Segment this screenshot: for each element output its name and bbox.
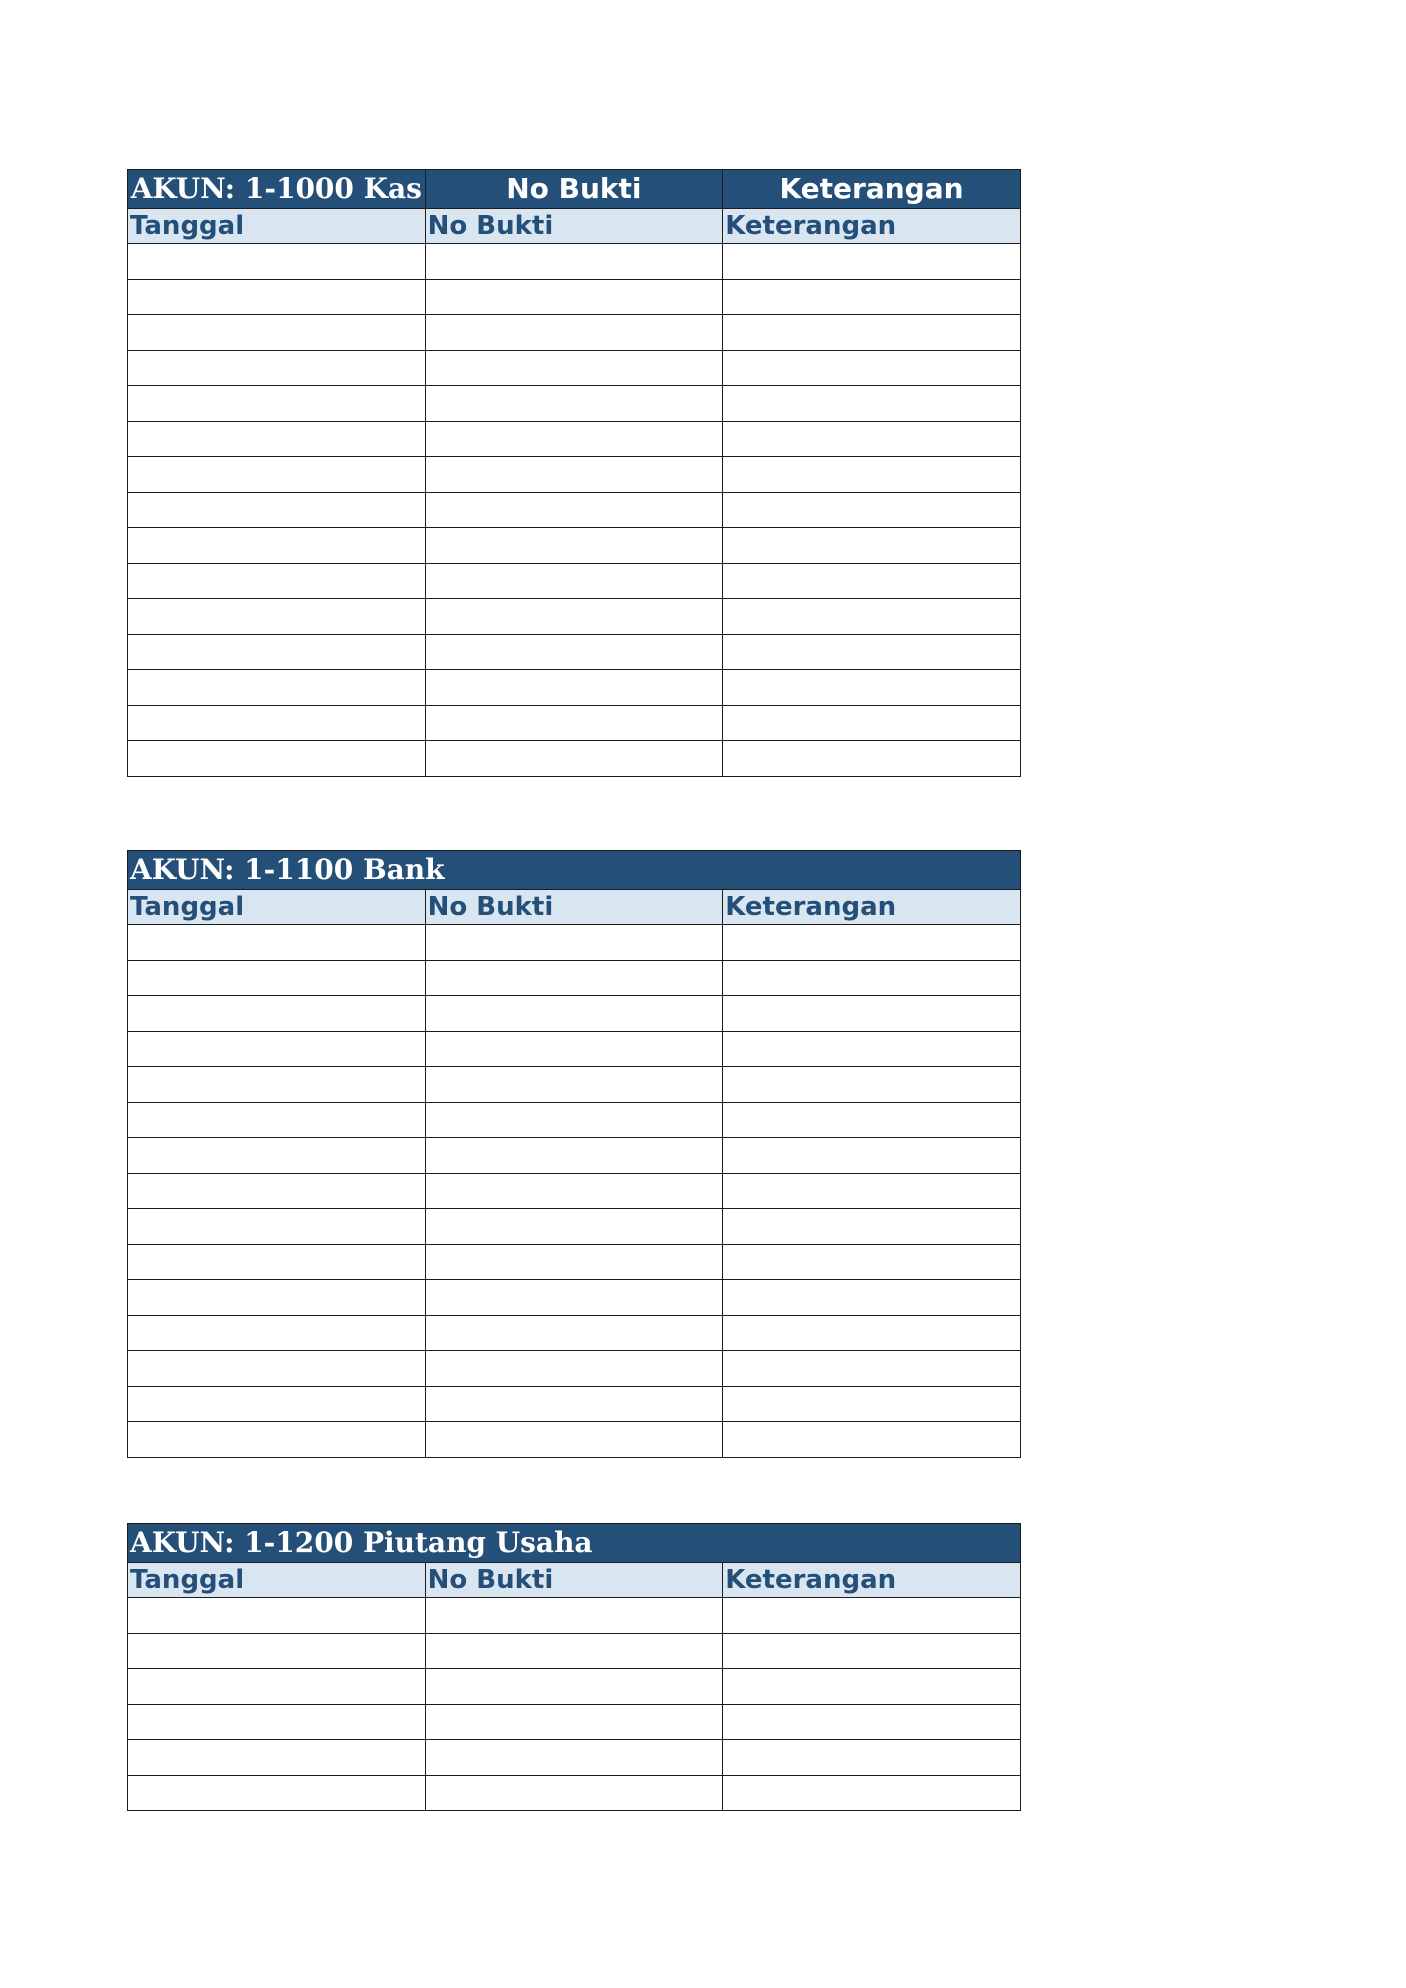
ledger-entry-row xyxy=(128,1351,1021,1387)
ledger-entry-row xyxy=(128,457,1021,493)
ledger-entry-row xyxy=(128,960,1021,996)
cell-tanggal[interactable] xyxy=(128,960,426,996)
ledger-entry-row xyxy=(128,1704,1021,1740)
column-header-keterangan: Keterangan xyxy=(723,1563,1021,1598)
cell-tanggal[interactable] xyxy=(128,1633,426,1669)
cell-tanggal[interactable] xyxy=(128,563,426,599)
ledger-title-cell: AKUN: 1-1000 Kas xyxy=(128,170,426,209)
ledger-entry-row xyxy=(128,634,1021,670)
ledger-entry-row xyxy=(128,1633,1021,1669)
cell-tanggal[interactable] xyxy=(128,1740,426,1776)
cell-tanggal[interactable] xyxy=(128,634,426,670)
cell-no-bukti[interactable] xyxy=(425,1315,723,1351)
cell-keterangan[interactable] xyxy=(723,960,1021,996)
cell-no-bukti[interactable] xyxy=(425,1422,723,1458)
cell-keterangan[interactable] xyxy=(723,1067,1021,1103)
ledger-entry-row xyxy=(128,925,1021,961)
cell-no-bukti[interactable] xyxy=(425,492,723,528)
ledger-entry-row xyxy=(128,1244,1021,1280)
ledger-entry-row xyxy=(128,1102,1021,1138)
cell-no-bukti[interactable] xyxy=(425,1740,723,1776)
ledger-entry-row xyxy=(128,996,1021,1032)
cell-keterangan[interactable] xyxy=(723,1315,1021,1351)
ledger-entry-row xyxy=(128,315,1021,351)
cell-keterangan[interactable] xyxy=(723,492,1021,528)
ledger-title-row xyxy=(128,851,1021,890)
ledger-title-row xyxy=(128,170,1021,209)
cell-no-bukti[interactable] xyxy=(425,244,723,280)
cell-tanggal[interactable] xyxy=(128,315,426,351)
cell-tanggal[interactable] xyxy=(128,492,426,528)
column-header-row xyxy=(128,1563,1021,1598)
ledger-title: AKUN: 1-1100 Bank xyxy=(128,851,1021,890)
cell-keterangan[interactable] xyxy=(723,563,1021,599)
ledger-entry-row xyxy=(128,386,1021,422)
cell-no-bukti[interactable] xyxy=(425,996,723,1032)
ledger-entry-row xyxy=(128,1209,1021,1245)
cell-tanggal[interactable] xyxy=(128,705,426,741)
column-header-row xyxy=(128,890,1021,925)
cell-keterangan[interactable] xyxy=(723,741,1021,777)
cell-tanggal[interactable] xyxy=(128,1031,426,1067)
ledger-entry-row xyxy=(128,741,1021,777)
cell-keterangan[interactable] xyxy=(723,1031,1021,1067)
cell-no-bukti[interactable] xyxy=(425,1031,723,1067)
column-header-keterangan: Keterangan xyxy=(723,890,1021,925)
cell-keterangan[interactable] xyxy=(723,1138,1021,1174)
cell-tanggal[interactable] xyxy=(128,244,426,280)
ledger-entry-row xyxy=(128,1315,1021,1351)
cell-tanggal[interactable] xyxy=(128,741,426,777)
cell-keterangan[interactable] xyxy=(723,1704,1021,1740)
cell-no-bukti[interactable] xyxy=(425,386,723,422)
cell-keterangan[interactable] xyxy=(723,1633,1021,1669)
ledger-title: AKUN: 1-1200 Piutang Usaha xyxy=(128,1524,1021,1563)
ledger-entry-row xyxy=(128,279,1021,315)
cell-tanggal[interactable] xyxy=(128,1067,426,1103)
cell-tanggal[interactable] xyxy=(128,670,426,706)
cell-tanggal[interactable] xyxy=(128,996,426,1032)
ledger-entry-row xyxy=(128,1669,1021,1705)
cell-keterangan[interactable] xyxy=(723,279,1021,315)
cell-no-bukti[interactable] xyxy=(425,670,723,706)
cell-tanggal[interactable] xyxy=(128,1704,426,1740)
cell-keterangan[interactable] xyxy=(723,1209,1021,1245)
cell-no-bukti[interactable] xyxy=(425,1138,723,1174)
column-header-tanggal: Tanggal xyxy=(128,209,426,244)
cell-tanggal[interactable] xyxy=(128,1102,426,1138)
cell-keterangan[interactable] xyxy=(723,1351,1021,1387)
column-header-keterangan: Keterangan xyxy=(723,209,1021,244)
cell-no-bukti[interactable] xyxy=(425,563,723,599)
cell-no-bukti[interactable] xyxy=(425,1669,723,1705)
cell-keterangan[interactable] xyxy=(723,350,1021,386)
cell-tanggal[interactable] xyxy=(128,1280,426,1316)
cell-no-bukti[interactable] xyxy=(425,1173,723,1209)
cell-no-bukti[interactable] xyxy=(425,1386,723,1422)
cell-no-bukti[interactable] xyxy=(425,421,723,457)
cell-no-bukti[interactable] xyxy=(425,528,723,564)
cell-keterangan[interactable] xyxy=(723,1669,1021,1705)
ledger-entry-row xyxy=(128,492,1021,528)
ledger-entry-row xyxy=(128,705,1021,741)
cell-keterangan[interactable] xyxy=(723,599,1021,635)
ledger-entry-row xyxy=(128,1775,1021,1811)
cell-tanggal[interactable] xyxy=(128,1173,426,1209)
ledger-table-kas xyxy=(127,169,1021,777)
cell-tanggal[interactable] xyxy=(128,1775,426,1811)
cell-keterangan[interactable] xyxy=(723,996,1021,1032)
cell-no-bukti[interactable] xyxy=(425,1244,723,1280)
cell-no-bukti[interactable] xyxy=(425,925,723,961)
cell-no-bukti[interactable] xyxy=(425,1067,723,1103)
ledger-title-cell: Keterangan xyxy=(723,170,1021,209)
column-header-row xyxy=(128,209,1021,244)
cell-keterangan[interactable] xyxy=(723,925,1021,961)
cell-keterangan[interactable] xyxy=(723,670,1021,706)
ledger-entry-row xyxy=(128,421,1021,457)
cell-keterangan[interactable] xyxy=(723,315,1021,351)
cell-keterangan[interactable] xyxy=(723,457,1021,493)
cell-no-bukti[interactable] xyxy=(425,1102,723,1138)
ledger-title-row xyxy=(128,1524,1021,1563)
ledger-entry-row xyxy=(128,1740,1021,1776)
cell-no-bukti[interactable] xyxy=(425,1351,723,1387)
cell-no-bukti[interactable] xyxy=(425,960,723,996)
ledger-table-bank xyxy=(127,850,1021,1458)
cell-no-bukti[interactable] xyxy=(425,1775,723,1811)
cell-keterangan[interactable] xyxy=(723,1280,1021,1316)
cell-no-bukti[interactable] xyxy=(425,599,723,635)
cell-tanggal[interactable] xyxy=(128,421,426,457)
cell-tanggal[interactable] xyxy=(128,1351,426,1387)
cell-no-bukti[interactable] xyxy=(425,634,723,670)
cell-keterangan[interactable] xyxy=(723,1386,1021,1422)
ledger-entry-row xyxy=(128,1280,1021,1316)
cell-no-bukti[interactable] xyxy=(425,1704,723,1740)
column-header-no-bukti: No Bukti xyxy=(425,209,723,244)
cell-tanggal[interactable] xyxy=(128,1315,426,1351)
cell-keterangan[interactable] xyxy=(723,1775,1021,1811)
cell-tanggal[interactable] xyxy=(128,1386,426,1422)
cell-tanggal[interactable] xyxy=(128,1422,426,1458)
cell-tanggal[interactable] xyxy=(128,599,426,635)
cell-tanggal[interactable] xyxy=(128,279,426,315)
ledger-entry-row xyxy=(128,1031,1021,1067)
cell-no-bukti[interactable] xyxy=(425,457,723,493)
cell-tanggal[interactable] xyxy=(128,1598,426,1634)
cell-tanggal[interactable] xyxy=(128,1209,426,1245)
cell-keterangan[interactable] xyxy=(723,528,1021,564)
column-header-tanggal: Tanggal xyxy=(128,890,426,925)
column-header-tanggal: Tanggal xyxy=(128,1563,426,1598)
ledger-title-cell: No Bukti xyxy=(425,170,723,209)
ledger-body-kas xyxy=(128,170,1021,777)
ledger-body-bank xyxy=(128,851,1021,1458)
cell-tanggal[interactable] xyxy=(128,925,426,961)
cell-keterangan[interactable] xyxy=(723,1102,1021,1138)
ledger-entry-row xyxy=(128,244,1021,280)
cell-no-bukti[interactable] xyxy=(425,315,723,351)
cell-keterangan[interactable] xyxy=(723,1244,1021,1280)
column-header-no-bukti: No Bukti xyxy=(425,890,723,925)
cell-keterangan[interactable] xyxy=(723,634,1021,670)
cell-keterangan[interactable] xyxy=(723,1422,1021,1458)
cell-keterangan[interactable] xyxy=(723,705,1021,741)
cell-tanggal[interactable] xyxy=(128,350,426,386)
cell-keterangan[interactable] xyxy=(723,386,1021,422)
ledger-entry-row xyxy=(128,1067,1021,1103)
ledger-body-piutang-usaha xyxy=(128,1524,1021,1811)
ledger-entry-row xyxy=(128,599,1021,635)
cell-no-bukti[interactable] xyxy=(425,1598,723,1634)
cell-keterangan[interactable] xyxy=(723,1598,1021,1634)
cell-no-bukti[interactable] xyxy=(425,1633,723,1669)
cell-tanggal[interactable] xyxy=(128,528,426,564)
ledger-entry-row xyxy=(128,1138,1021,1174)
cell-tanggal[interactable] xyxy=(128,1669,426,1705)
ledger-entry-row xyxy=(128,350,1021,386)
cell-no-bukti[interactable] xyxy=(425,705,723,741)
cell-tanggal[interactable] xyxy=(128,457,426,493)
ledger-entry-row xyxy=(128,1386,1021,1422)
ledger-entry-row xyxy=(128,1173,1021,1209)
ledger-entry-row xyxy=(128,563,1021,599)
cell-no-bukti[interactable] xyxy=(425,1209,723,1245)
cell-no-bukti[interactable] xyxy=(425,350,723,386)
cell-keterangan[interactable] xyxy=(723,244,1021,280)
ledger-entry-row xyxy=(128,670,1021,706)
cell-no-bukti[interactable] xyxy=(425,1280,723,1316)
cell-tanggal[interactable] xyxy=(128,386,426,422)
cell-tanggal[interactable] xyxy=(128,1138,426,1174)
cell-keterangan[interactable] xyxy=(723,1173,1021,1209)
cell-no-bukti[interactable] xyxy=(425,279,723,315)
ledger-table-piutang-usaha xyxy=(127,1523,1021,1811)
cell-keterangan[interactable] xyxy=(723,421,1021,457)
ledger-entry-row xyxy=(128,1422,1021,1458)
cell-tanggal[interactable] xyxy=(128,1244,426,1280)
cell-no-bukti[interactable] xyxy=(425,741,723,777)
column-header-no-bukti: No Bukti xyxy=(425,1563,723,1598)
ledger-entry-row xyxy=(128,528,1021,564)
ledger-entry-row xyxy=(128,1598,1021,1634)
cell-keterangan[interactable] xyxy=(723,1740,1021,1776)
